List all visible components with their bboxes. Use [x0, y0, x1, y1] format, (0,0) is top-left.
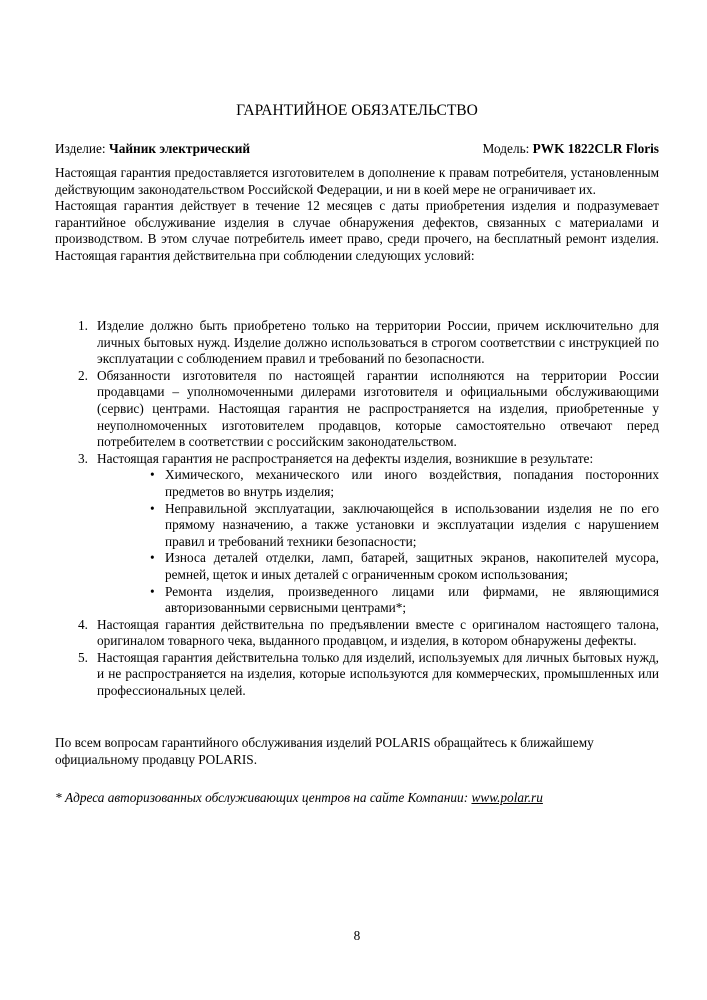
defect-text: Ремонта изделия, произведенного лицами или фирмами, не являющимися авторизованными сервисными центрами*;: [165, 583, 659, 616]
intro-paragraph: Настоящая гарантия действует в течение 12 месяцев с даты приобретения изделия и подразумевает гарантийное обслуживание изделия в случае обнаружения дефектов, связанных с материалами и производством. В этом случае потребитель имеет право, среди прочего, на бесплатный ремонт изделия. Настоящая гарантия действительна при соблюдении следующих условий:: [55, 198, 659, 263]
defect-text: Химического, механического или иного воздействия, попадания посторонних предметов во внутрь изделия;: [165, 467, 659, 499]
defect-item: [97, 550, 659, 583]
bullet-icon: •: [150, 583, 155, 599]
product-info-row: [55, 141, 659, 158]
condition-text: Обязанности изготовителя по настоящей гарантии исполняются на территории России продавцами – уполномоченными дилерами изготовителя и официальными обслуживающими (сервис) центрами. Настоящая гарантия не распространяется на изделия, приобретенные у неуполномоченных изготовителем продавцов, которые самостоятельно отвечают перед потребителем в соответствии с российским законодательством.: [97, 367, 659, 450]
product-info: [55, 141, 250, 158]
model-info: [483, 141, 659, 158]
bullet-icon: •: [150, 467, 155, 483]
condition-number: 1.: [78, 318, 88, 333]
condition-text: Настоящая гарантия действительна только для изделий, используемых для личных бытовых нужд, и не распространяется на изделия, которые используются для коммерческих, промышленных или профессиональных целей.: [97, 649, 659, 699]
product-value: Чайник электрический: [108, 141, 251, 156]
condition-item: [55, 368, 659, 451]
website-link[interactable]: www.polar.ru: [471, 790, 543, 805]
footnote-text: * Адреса авторизованных обслуживающих центров на сайте Компании:: [55, 790, 472, 805]
condition-number: 3.: [78, 450, 88, 466]
conditions-list: [55, 318, 659, 700]
defect-item: [97, 501, 659, 551]
intro-section: [55, 165, 659, 265]
defect-item: [97, 584, 659, 617]
intro-paragraph: Настоящая гарантия предоставляется изготовителем в дополнение к правам потребителя, установленным действующим законодательством Российской Федерации, и ни в коей мере не ограничивает их.: [55, 165, 659, 197]
condition-item: [55, 318, 659, 368]
defect-item: [97, 467, 659, 500]
model-label: Модель:: [482, 141, 530, 156]
defects-list: [97, 467, 659, 616]
condition-item: [55, 650, 659, 700]
defect-text: Износа деталей отделки, ламп, батарей, защитных экранов, накопителей мусора, ремней, щеток и иных деталей с ограниченным сроком использования;: [165, 550, 659, 582]
page-number: 8: [353, 928, 361, 943]
bullet-icon: •: [150, 500, 155, 516]
condition-item: [55, 617, 659, 650]
product-label: Изделие:: [55, 141, 106, 156]
defect-text: Неправильной эксплуатации, заключающейся в использовании изделия не по его прямому назначению, а также установки и эксплуатации изделия с нарушением правил и требований техники безопасности;: [165, 500, 659, 549]
bullet-icon: •: [150, 550, 155, 566]
footnote: [55, 790, 659, 807]
model-value: PWK 1822CLR Floris: [532, 141, 659, 156]
condition-number: 5.: [78, 649, 88, 665]
condition-number: 4.: [78, 616, 88, 632]
condition-text: Настоящая гарантия действительна по предъявлении вместе с оригиналом настоящего талона, оригиналом товарного чека, выданного продавцом, и изделия, в котором обнаружены дефекты.: [97, 616, 659, 649]
condition-number: 2.: [78, 367, 88, 383]
contact-paragraph: По всем вопросам гарантийного обслуживания изделий POLARIS обращайтесь к ближайшему официальному продавцу POLARIS.: [55, 735, 594, 767]
condition-text: Изделие должно быть приобретено только на территории России, причем исключительно для личных бытовых нужд. Изделие должно использоваться в строгом соответствии с инструкцией по эксплуатации с соблюдением правил и требований по безопасности.: [97, 318, 659, 367]
condition-text: Настоящая гарантия не распространяется на дефекты изделия, возникшие в результате:: [97, 450, 594, 466]
condition-item: [55, 451, 659, 617]
page-title: ГАРАНТИЙНОЕ ОБЯЗАТЕЛЬСТВО: [236, 102, 478, 119]
